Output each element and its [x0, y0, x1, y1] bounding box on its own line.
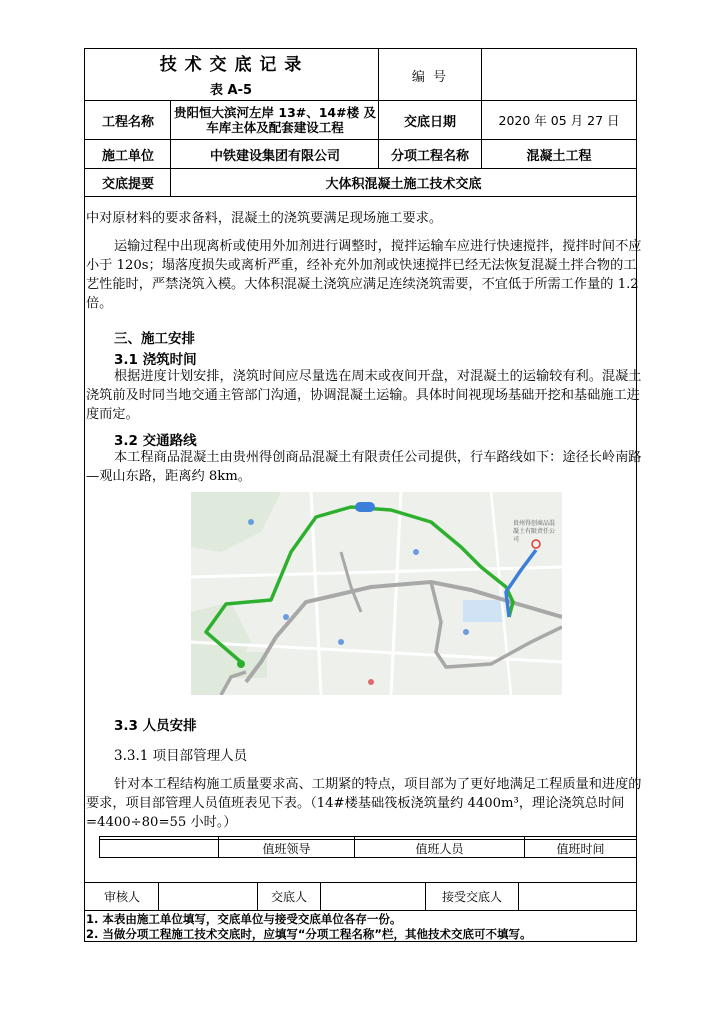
note-2: 2. 当做分项工程施工技术交底时，应填写“分项工程名称”栏，其他技术交底可不填写。	[86, 927, 532, 941]
paragraph-materials: 中对原材料的要求备料，混凝土的浇筑要满足现场施工要求。	[86, 211, 443, 226]
duty-col-blank	[100, 840, 218, 857]
duty-table-header	[99, 836, 636, 858]
disclosure-date: 2020 年 05 月 27 日	[498, 113, 620, 128]
subproject-label: 分项工程名称	[390, 149, 469, 164]
paragraph-management: 针对本工程结构施工质量要求高、工期紧的特点，项目部为了更好地满足工程质量和进度的要求，项目部管理人员值班表见下表。（14#楼基础筏板浇筑量约 4400m³，理论浇筑总时间=4400÷80=55 小时。）	[86, 777, 642, 830]
receiver-signature[interactable]	[519, 883, 635, 909]
map-destination-label: 贵州得创商品混凝土有限责任公司	[513, 520, 556, 543]
receiver-label: 接受交底人	[441, 889, 502, 904]
form-number: 表 A-5	[209, 82, 253, 98]
contractor-name: 中铁建设集团有限公司	[209, 149, 340, 164]
route-map	[191, 492, 562, 695]
reviewer-label: 审核人	[103, 889, 140, 904]
form-title: 技 术 交 底 记 录	[159, 54, 303, 75]
date-label: 交底日期	[403, 114, 456, 130]
duty-col-staff: 值班人员	[415, 842, 464, 856]
paragraph-pour-time: 根据进度计划安排，浇筑时间应尽量选在周末或夜间开盘，对混凝土的运输较有利。混凝土浇筑前及时同当地交通主管部门沟通，协调混凝土运输。具体时间视现场基础开挖和基础施工进度而定。	[86, 369, 642, 422]
section-traffic-route: 3.2 交通路线	[114, 433, 197, 449]
paragraph-traffic-route: 本工程商品混凝土由贵州得创商品混凝土有限责任公司提供，行车路线如下：途径长岭南路—观山东路，距离约 8km。	[86, 450, 642, 484]
number-label: 编 号	[411, 69, 449, 85]
contractor-label: 施工单位	[101, 149, 154, 164]
project-name-label: 工程名称	[101, 114, 154, 130]
subsection-management: 3.3.1 项目部管理人员	[114, 748, 248, 764]
subproject-name: 混凝土工程	[526, 149, 592, 164]
project-name: 贵阳恒大滨河左岸 13#、14#楼 及车库主体及配套建设工程	[174, 105, 376, 135]
discloser-signature[interactable]	[321, 883, 425, 909]
number-value[interactable]	[483, 50, 633, 100]
note-1: 1. 本表由施工单位填写，交底单位与接受交底单位各存一份。	[86, 912, 402, 926]
duty-col-time: 值班时间	[556, 842, 605, 856]
reviewer-signature[interactable]	[159, 883, 257, 909]
section-pour-time: 3.1 浇筑时间	[114, 352, 197, 368]
paragraph-transport: 运输过程中出现离析或使用外加剂进行调整时，搅拌运输车应进行快速搅拌，搅拌时间不应小于 120s；塌落度损失或离析严重，经补充外加剂或快速搅拌已经无法恢复混凝土拌合物的工艺性能时，严禁浇筑入模。大体积混凝土浇筑应满足连续浇筑需要，不宜低于所需工作量的 1.2 倍。	[86, 239, 642, 311]
discloser-label: 交底人	[270, 889, 307, 904]
summary-text: 大体积混凝土施工技术交底	[325, 177, 482, 192]
summary-label: 交底提要	[101, 177, 154, 192]
duty-col-leader: 值班领导	[262, 842, 311, 856]
section-construction-arrangement: 三、施工安排	[114, 331, 195, 347]
section-staffing: 3.3 人员安排	[114, 718, 197, 734]
